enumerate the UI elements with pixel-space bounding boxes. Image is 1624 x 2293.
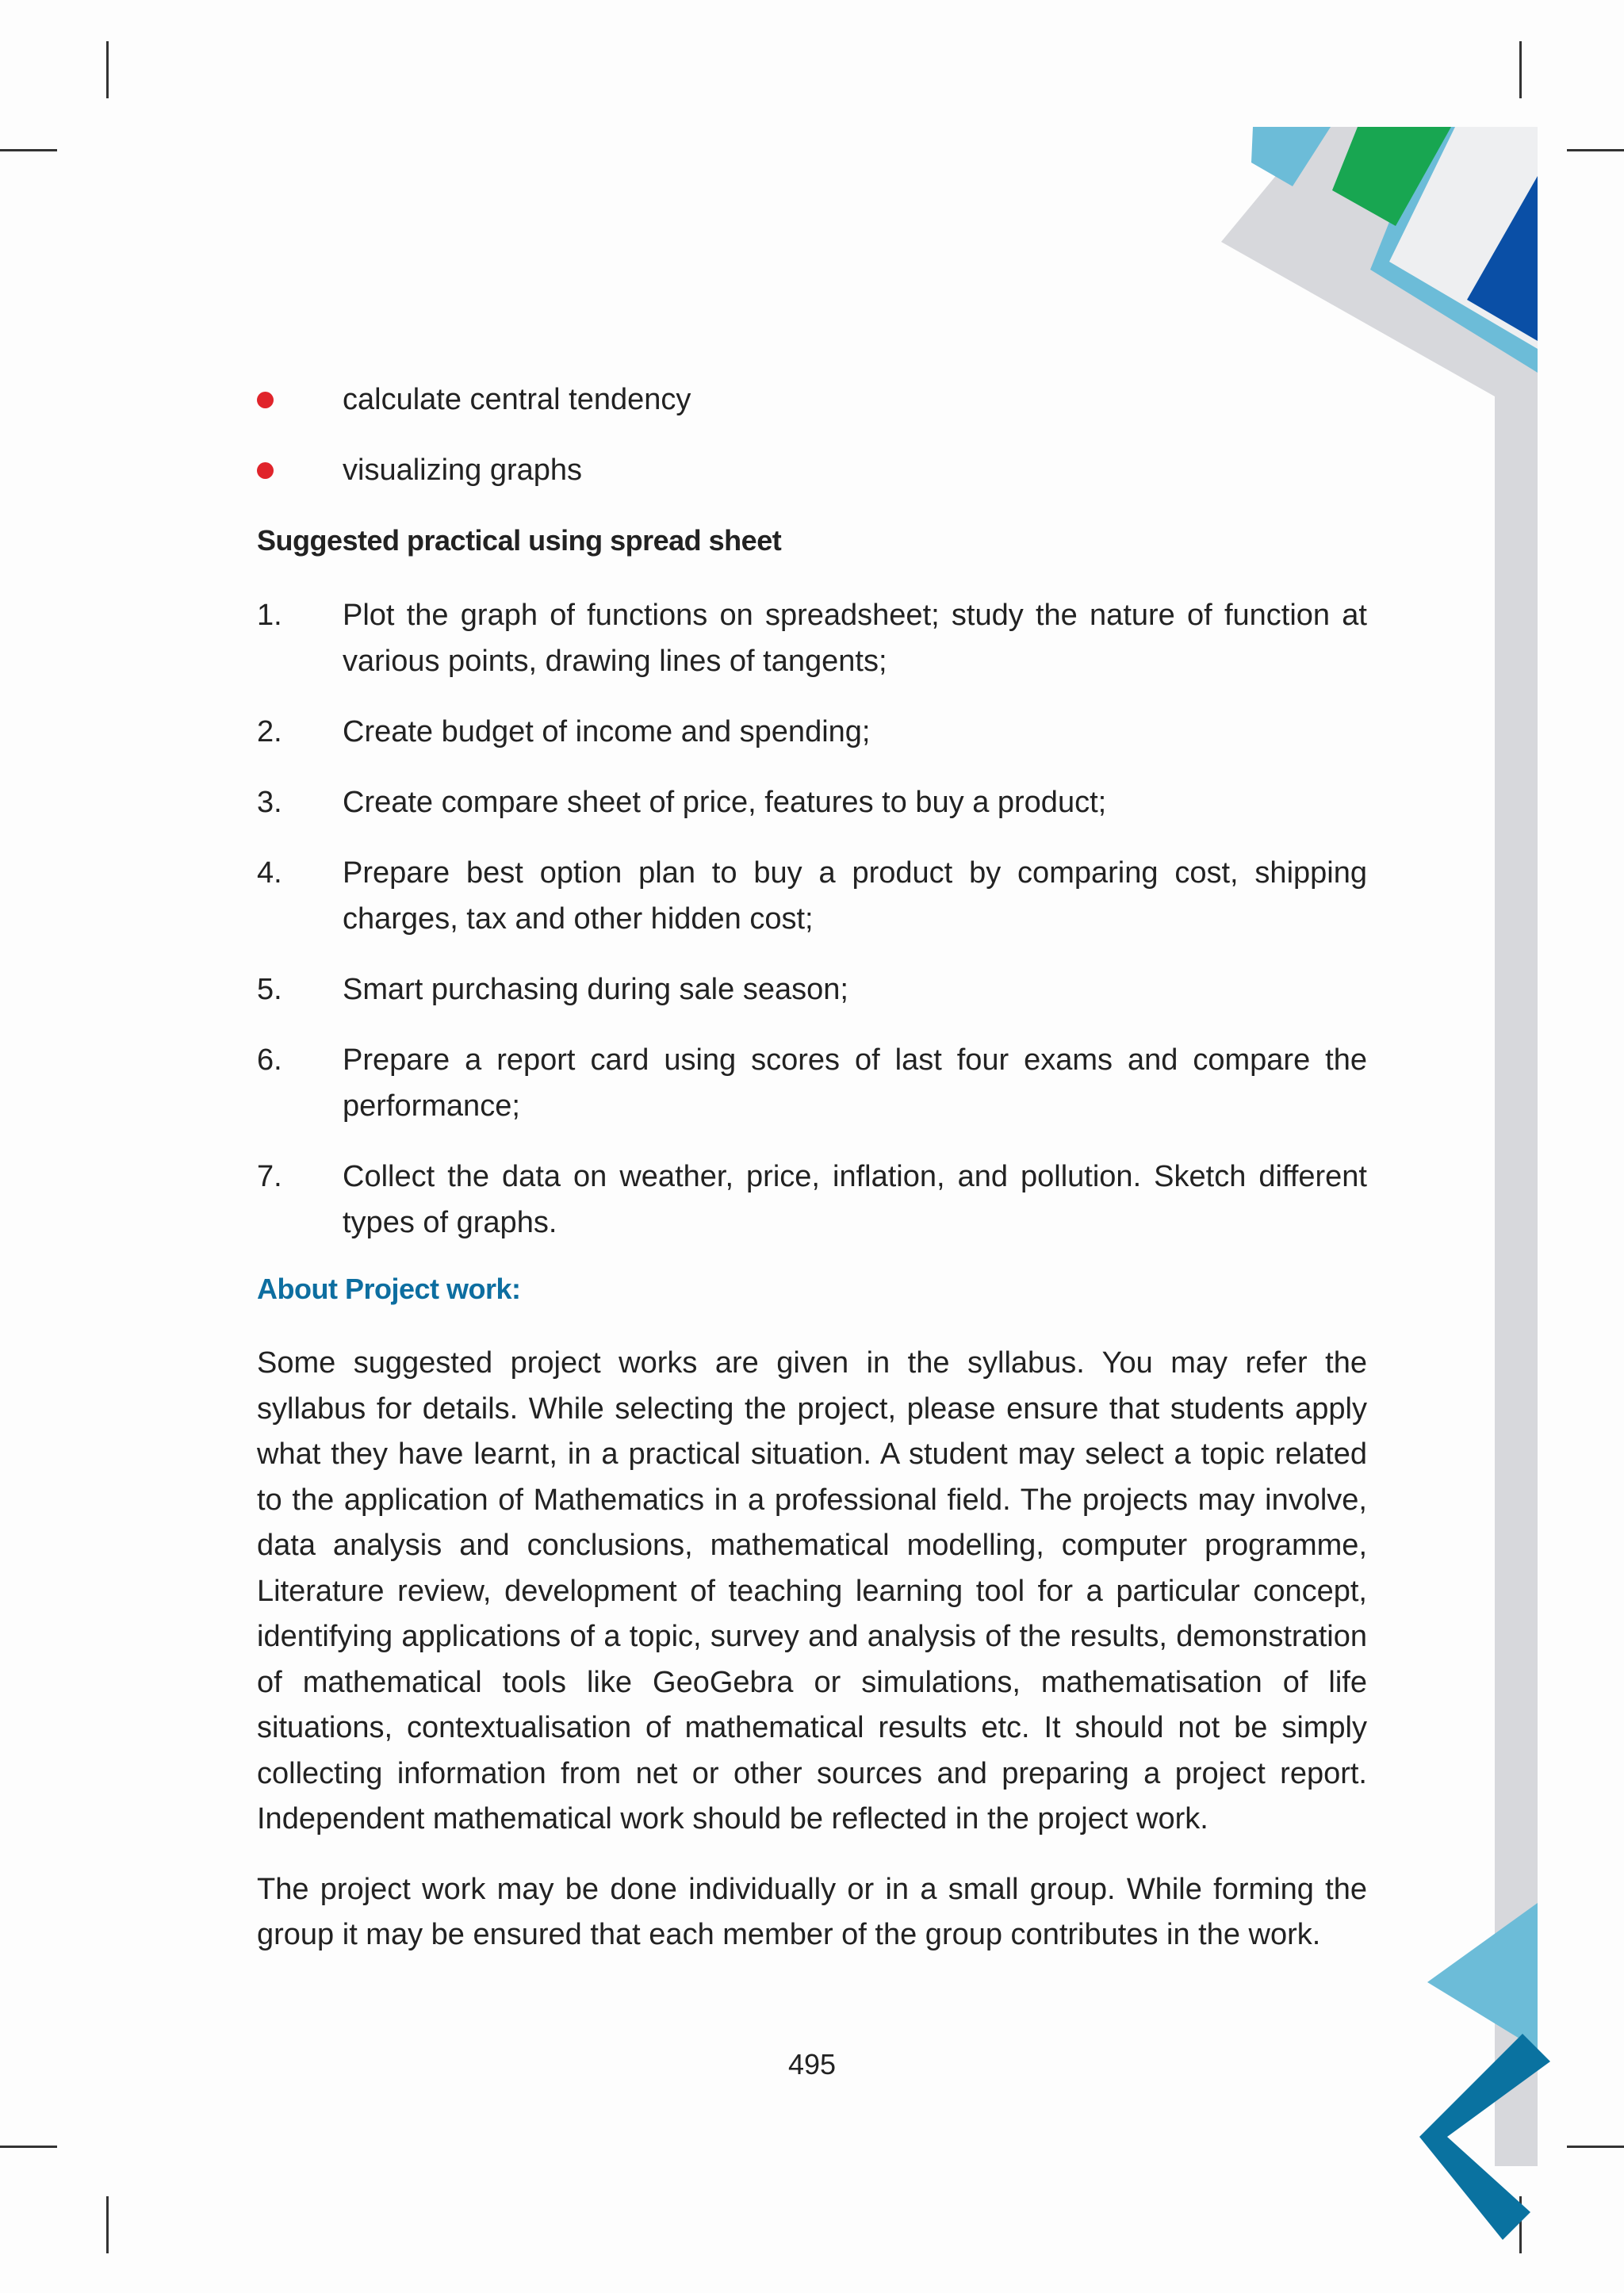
item-text: Create compare sheet of price, features to buy a product; xyxy=(343,786,1107,819)
list-item xyxy=(257,1154,1367,1246)
page-content xyxy=(257,381,1367,1983)
project-paragraph: The project work may be done individually or in a small group. While forming the group it may be ensured that each member of the group contributes in the work. xyxy=(257,1872,1367,1951)
item-text: Prepare best option plan to buy a product by comparing cost, shipping charges, tax and other hidden cost; xyxy=(343,856,1367,936)
item-text: Smart purchasing during sale season; xyxy=(343,973,848,1006)
light-blue-diamond-bottom xyxy=(1427,1903,1538,2050)
list-item xyxy=(257,592,1367,684)
project-paragraph: Some suggested project works are given in the syllabus. You may refer the syllabus for details. While selecting the project, please ensure that students apply what they have learnt, in a practical situation. A student may select a topic related to the application of Mathematics in a professional field. The projects may involve, data analysis and conclusions, mathematical modelling, computer programme, Literature review, development of teaching learning tool for a particular concept, identifying applications of a topic, survey and analysis of the results, demonstration of mathematical tools like GeoGebra or simulations, mathematisation of life situations, contextualisation of mathematical results etc. It should not be simply collecting information from net or other sources and preparing a project report. Independent mathematical work should be reflected in the project work. xyxy=(257,1346,1367,1836)
item-number: 6. xyxy=(257,1043,282,1077)
item-number: 3. xyxy=(257,786,282,819)
item-number: 1. xyxy=(257,599,282,632)
item-number: 2. xyxy=(257,715,282,748)
item-number: 5. xyxy=(257,973,282,1006)
item-text: Collect the data on weather, price, inflation, and pollution. Sketch different types of graphs. xyxy=(343,1160,1367,1239)
list-item xyxy=(257,381,1367,419)
bullet-text: calculate central tendency xyxy=(343,383,691,416)
list-item xyxy=(257,850,1367,942)
list-item xyxy=(257,967,1367,1013)
item-text: Prepare a report card using scores of last four exams and compare the performance; xyxy=(343,1043,1367,1123)
page-number: 495 xyxy=(787,2048,837,2081)
bullet-dot xyxy=(257,392,274,408)
practical-heading: Suggested practical using spread sheet xyxy=(257,524,782,557)
list-item xyxy=(257,779,1367,825)
item-text: Plot the graph of functions on spreadsheet; study the nature of function at various points, drawing lines of tangents; xyxy=(343,599,1367,678)
list-item xyxy=(257,451,1367,489)
project-heading: About Project work: xyxy=(257,1273,521,1305)
item-text: Create budget of income and spending; xyxy=(343,715,871,748)
list-item xyxy=(257,709,1367,755)
item-number: 4. xyxy=(257,856,282,890)
item-number: 7. xyxy=(257,1160,282,1193)
bullet-dot xyxy=(257,462,274,479)
bullet-list xyxy=(257,381,1367,489)
bullet-text: visualizing graphs xyxy=(343,454,583,487)
grey-side-band xyxy=(1495,396,1538,2166)
list-item xyxy=(257,1037,1367,1129)
practical-list xyxy=(257,592,1367,1246)
